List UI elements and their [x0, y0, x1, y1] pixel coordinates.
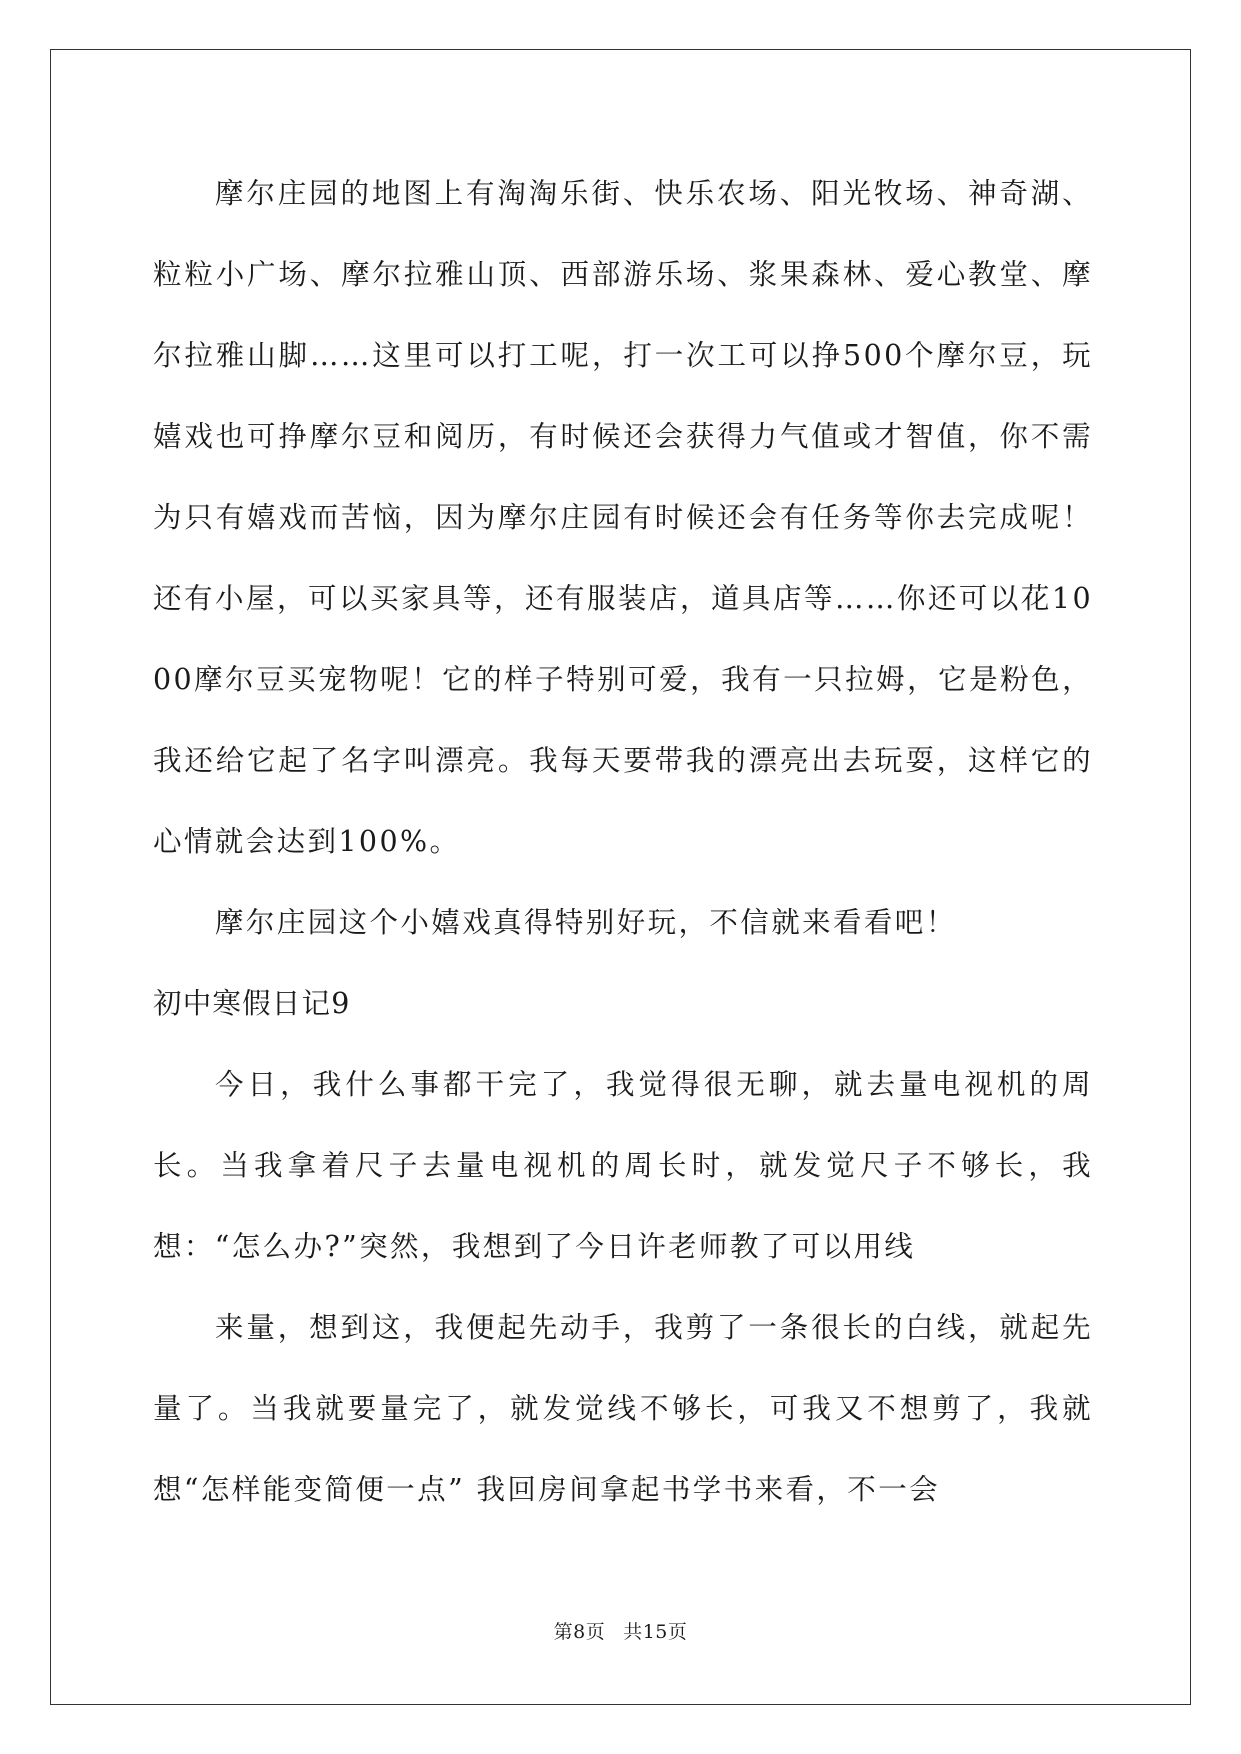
- page-footer: [0, 1617, 1241, 1644]
- section-title: 初中寒假日记9: [153, 987, 351, 1020]
- document-body: [153, 153, 1093, 1530]
- section-paragraph-1: 今日，我什么事都干完了，我觉得很无聊，就去量电视机的周长。当我拿着尺子去量电视机的周长时，就发觉尺子不够长，我想：“怎么办?”突然，我想到了今日许老师教了可以用线: [153, 1068, 1093, 1263]
- page-number: 第8页: [553, 1621, 606, 1643]
- paragraph-1: 摩尔庄园的地图上有淘淘乐街、快乐农场、阳光牧场、神奇湖、粒粒小广场、摩尔拉雅山顶、西部游乐场、浆果森林、爱心教堂、摩尔拉雅山脚……这里可以打工呢，打一次工可以挣500个摩尔豆，玩嬉戏也可挣摩尔豆和阅历，有时候还会获得力气值或才智值，你不需为只有嬉戏而苦恼，因为摩尔庄园有时候还会有任务等你去完成呢！还有小屋，可以买家具等，还有服装店，道具店等……你还可以花1000摩尔豆买宠物呢！它的样子特别可爱，我有一只拉姆，它是粉色，我还给它起了名字叫漂亮。我每天要带我的漂亮出去玩耍，这样它的心情就会达到100%。: [153, 177, 1093, 858]
- paragraph-2: 摩尔庄园这个小嬉戏真得特别好玩，不信就来看看吧！: [215, 906, 957, 939]
- section-paragraph-2: 来量，想到这，我便起先动手，我剪了一条很长的白线，就起先量了。当我就要量完了，就发觉线不够长，可我又不想剪了，我就想“怎样能变简便一点” 我回房间拿起书学书来看，不一会: [153, 1311, 1093, 1506]
- page-total: 共15页: [623, 1621, 688, 1643]
